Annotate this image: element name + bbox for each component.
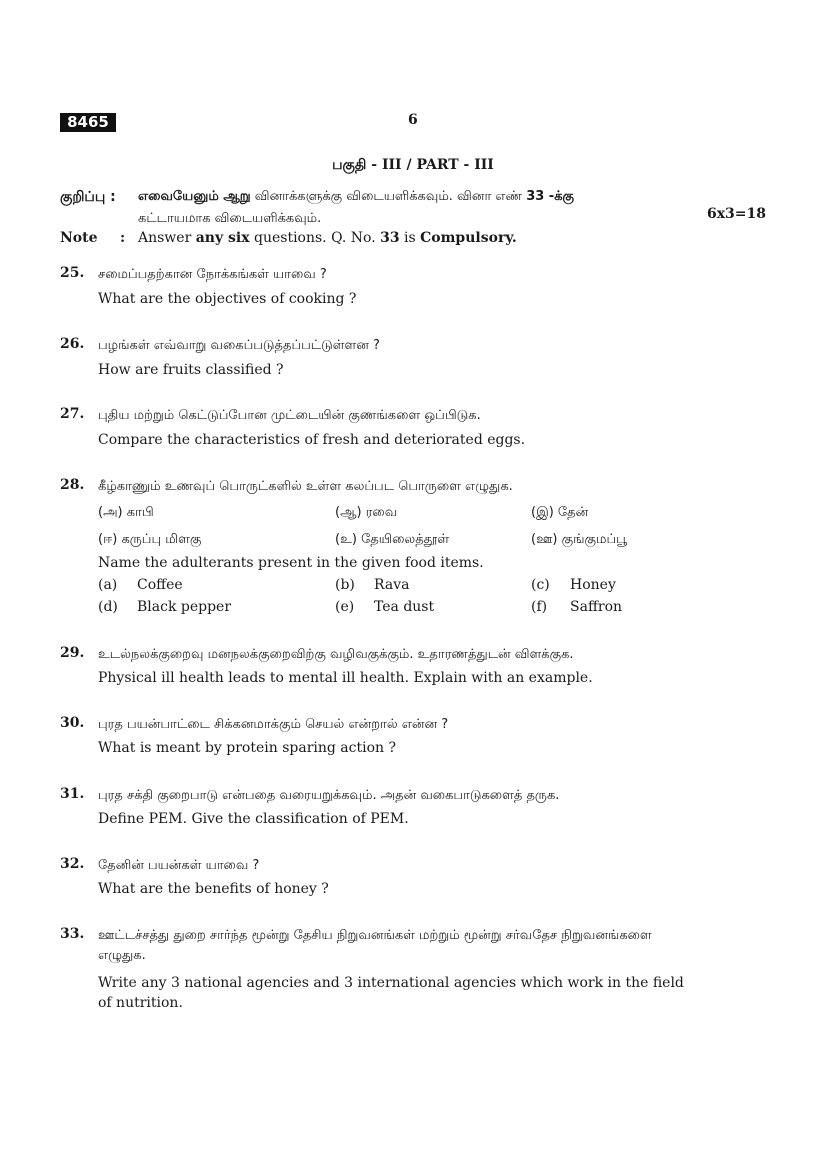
tamil-option-u: (உ) தேயிலைத்தூள் (335, 532, 450, 547)
option-a-label: (a) (98, 577, 118, 593)
question-tamil: தேனின் பயன்கள் யாவை ? (98, 858, 260, 873)
tamil-option-i: (இ) தேன் (531, 505, 589, 520)
option-e-label: (e) (335, 599, 355, 615)
question-english: Physical ill health leads to mental ill health. Explain with an example. (98, 670, 593, 686)
note-label: Note (60, 230, 98, 246)
tamil-option-a: (அ) காபி (98, 505, 154, 520)
question-english: Compare the characteristics of fresh and deteriorated eggs. (98, 432, 526, 448)
question-english: Name the adulterants present in the given food items. (98, 555, 484, 571)
question-tamil: உடல்நலக்குறைவு மனநலக்குறைவிற்கு வழிவகுக்கும். உதாரணத்துடன் விளக்குக. (98, 647, 574, 662)
tamil-note-part1: வினாக்களுக்கு விடையளிக்கவும். வினா எண் (250, 189, 527, 204)
note-text-1: Answer (138, 230, 196, 246)
note-bold-any-six: any six (195, 230, 250, 246)
note-bold-33: 33 (380, 230, 400, 246)
note-colon: : (120, 230, 126, 246)
question-number: 31. (60, 786, 85, 802)
question-tamil: புரத சக்தி குறைபாடு என்பதை வரையறுக்கவும். அதன் வகைபாடுகளைத் தருக. (98, 788, 560, 803)
question-number: 26. (60, 336, 85, 352)
part-title: பகுதி - III / PART - III (332, 157, 494, 173)
option-d-text: Black pepper (137, 599, 232, 615)
option-c-text: Honey (570, 577, 616, 593)
question-paper-code: 8465 (60, 113, 116, 132)
page-number: 6 (408, 112, 418, 128)
question-tamil: கீழ்காணும் உணவுப் பொருட்களில் உள்ள கலப்பட பொருளை எழுதுக. (98, 479, 513, 494)
question-tamil: புதிய மற்றும் கெட்டுப்போன முட்டையின் குணங்களை ஒப்பிடுக. (98, 408, 481, 423)
option-d-label: (d) (98, 599, 118, 615)
question-number: 33. (60, 926, 85, 942)
option-c-label: (c) (531, 577, 550, 593)
option-a-text: Coffee (137, 577, 183, 593)
question-number: 32. (60, 856, 85, 872)
note-bold-compulsory: Compulsory. (420, 230, 517, 246)
tamil-option-aa: (ஆ) ரவை (335, 505, 398, 520)
tamil-note-text (138, 186, 698, 230)
question-tamil: ஊட்டச்சத்து துறை சார்ந்த மூன்று தேசிய நிறுவனங்கள் மற்றும் மூன்று சர்வதேச நிறுவனங்களை எழுதுக. (98, 928, 652, 963)
tamil-note-part2: விடையளிக்கவும். (210, 211, 322, 226)
tamil-compulsory-word: கட்டாயமாக (138, 211, 211, 226)
question-number: 27. (60, 406, 85, 422)
question-tamil: சமைப்பதற்கான நோக்கங்கள் யாவை ? (98, 267, 327, 282)
question-number: 25. (60, 265, 85, 281)
question-tamil: புரத பயன்பாட்டை சிக்கனமாக்கும் செயல் என்றால் என்ன ? (98, 717, 449, 732)
question-english: How are fruits classified ? (98, 362, 284, 378)
question-number: 30. (60, 715, 85, 731)
option-b-label: (b) (335, 577, 355, 593)
tamil-option-uu: (ஊ) குங்குமப்பூ (531, 532, 628, 547)
tamil-option-ii: (ஈ) கருப்பு மிளகு (98, 532, 202, 547)
option-e-text: Tea dust (374, 599, 435, 615)
tamil-bold-any-six: எவையேனும் ஆறு (138, 189, 251, 204)
question-english: What are the objectives of cooking ? (98, 291, 357, 307)
option-b-text: Rava (374, 577, 410, 593)
option-f-text: Saffron (570, 599, 623, 615)
question-tamil: பழங்கள் எவ்வாறு வகைப்படுத்தப்பட்டுள்ளன ? (98, 338, 380, 353)
english-instructions (60, 230, 517, 246)
note-text-3: is (399, 230, 421, 246)
question-number: 29. (60, 645, 85, 661)
question-english: Define PEM. Give the classification of PEM. (98, 811, 409, 827)
question-english: What are the benefits of honey ? (98, 881, 329, 897)
question-english: What is meant by protein sparing action ? (98, 740, 396, 756)
tamil-bold-q33: 33 -க்கு (526, 189, 574, 204)
option-f-label: (f) (531, 599, 548, 615)
note-text-2: questions. Q. No. (249, 230, 381, 246)
question-english: Write any 3 national agencies and 3 international agencies which work in the field of nutrition. (98, 975, 684, 1011)
question-number: 28. (60, 477, 85, 493)
tamil-note-label: குறிப்பு : (60, 189, 116, 205)
marks-allocation: 6x3=18 (706, 206, 766, 222)
